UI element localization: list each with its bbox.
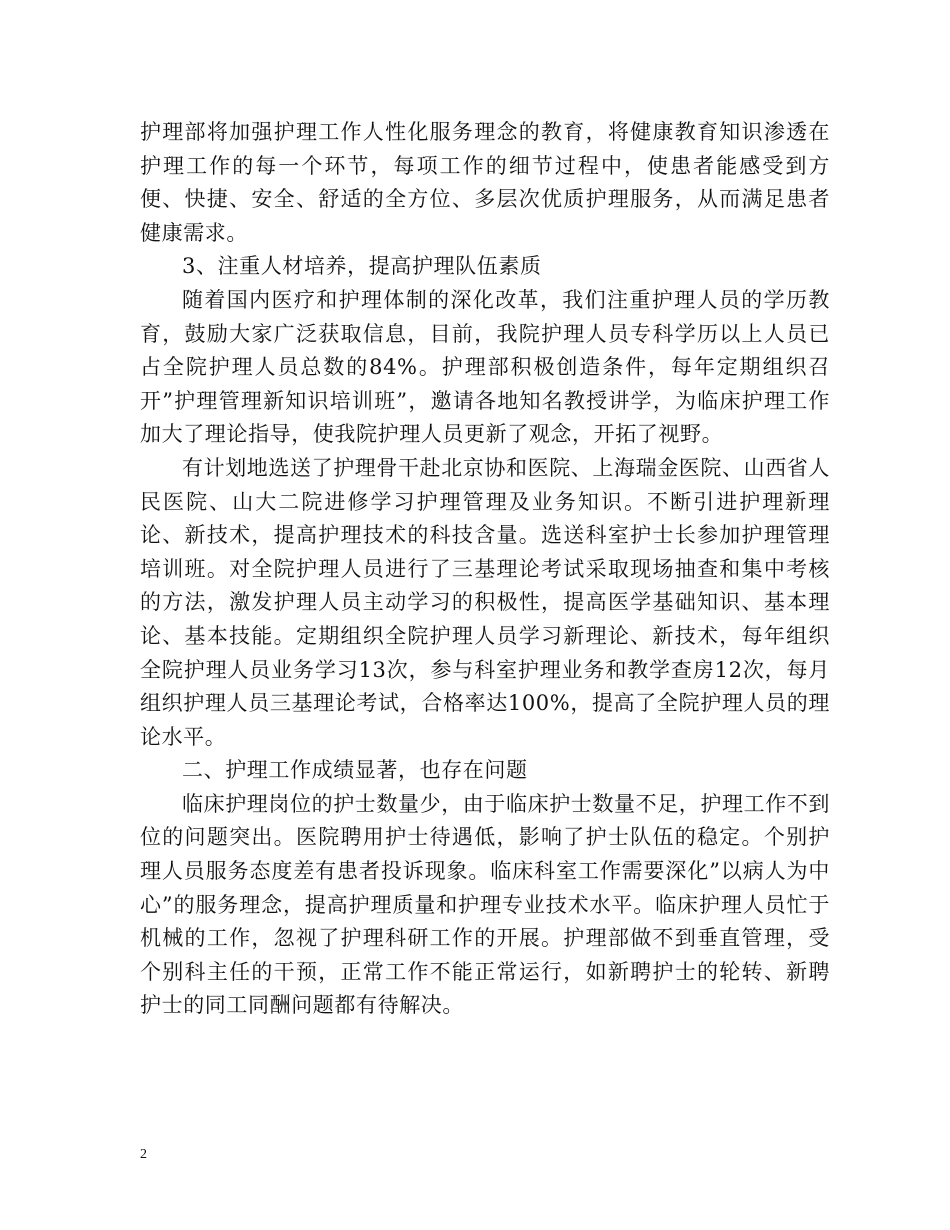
page-number: 2 [140,1147,147,1162]
document-body [140,116,830,1023]
section-heading-talent-training: 3、注重人材培养，提高护理队伍素质 [182,254,542,279]
paragraph-backbone-study: 有计划地选送了护理骨干赴北京协和医院、上海瑞金医院、山西省人民医院、山大二院进修学习护理管理及业务知识。不断引进护理新理论、新技术，提高护理技术的科技含量。选送科室护士长参加护理管理培训班。对全院护理人员进行了三基理论考试采取现场抽查和集中考核的方法，激发护理人员主动学习的积极性，提高医学基础知识、基本理论、基本技能。定期组织全院护理人员学习新理论、新技术，每年组织全院护理人员业务学习13次，参与科室护理业务和教学查房12次，每月组织护理人员三基理论考试，合格率达100%，提高了全院护理人员的理论水平。 [140,455,830,749]
paragraph-education-training: 随着国内医疗和护理体制的深化改革，我们注重护理人员的学历教育，鼓励大家广泛获取信息，目前，我院护理人员专科学历以上人员已占全院护理人员总数的84%。护理部积极创造条件，每年定期组织召开”护理管理新知识培训班”，邀请各地知名教授讲学，为临床护理工作加大了理论指导，使我院护理人员更新了观念，开拓了视野。 [140,287,830,447]
paragraph-problems: 临床护理岗位的护士数量少，由于临床护士数量不足，护理工作不到位的问题突出。医院聘用护士待遇低，影响了护士队伍的稳定。个别护理人员服务态度差有患者投诉现象。临床科室工作需要深化”以病人为中心”的服务理念，提高护理质量和护理专业技术水平。临床护理人员忙于机械的工作，忽视了护理科研工作的开展。护理部做不到垂直管理，受个别科主任的干预，正常工作不能正常运行，如新聘护士的轮转、新聘护士的同工同酬问题都有待解决。 [140,791,830,1018]
paragraph-nursing-service-education: 护理部将加强护理工作人性化服务理念的教育，将健康教育知识渗透在护理工作的每一个环节，每项工作的细节过程中，使患者能感受到方便、快捷、安全、舒适的全方位、多层次优质护理服务，从而满足患者健康需求。 [140,120,830,245]
section-heading-achievements-problems: 二、护理工作成绩显著，也存在问题 [182,758,528,783]
